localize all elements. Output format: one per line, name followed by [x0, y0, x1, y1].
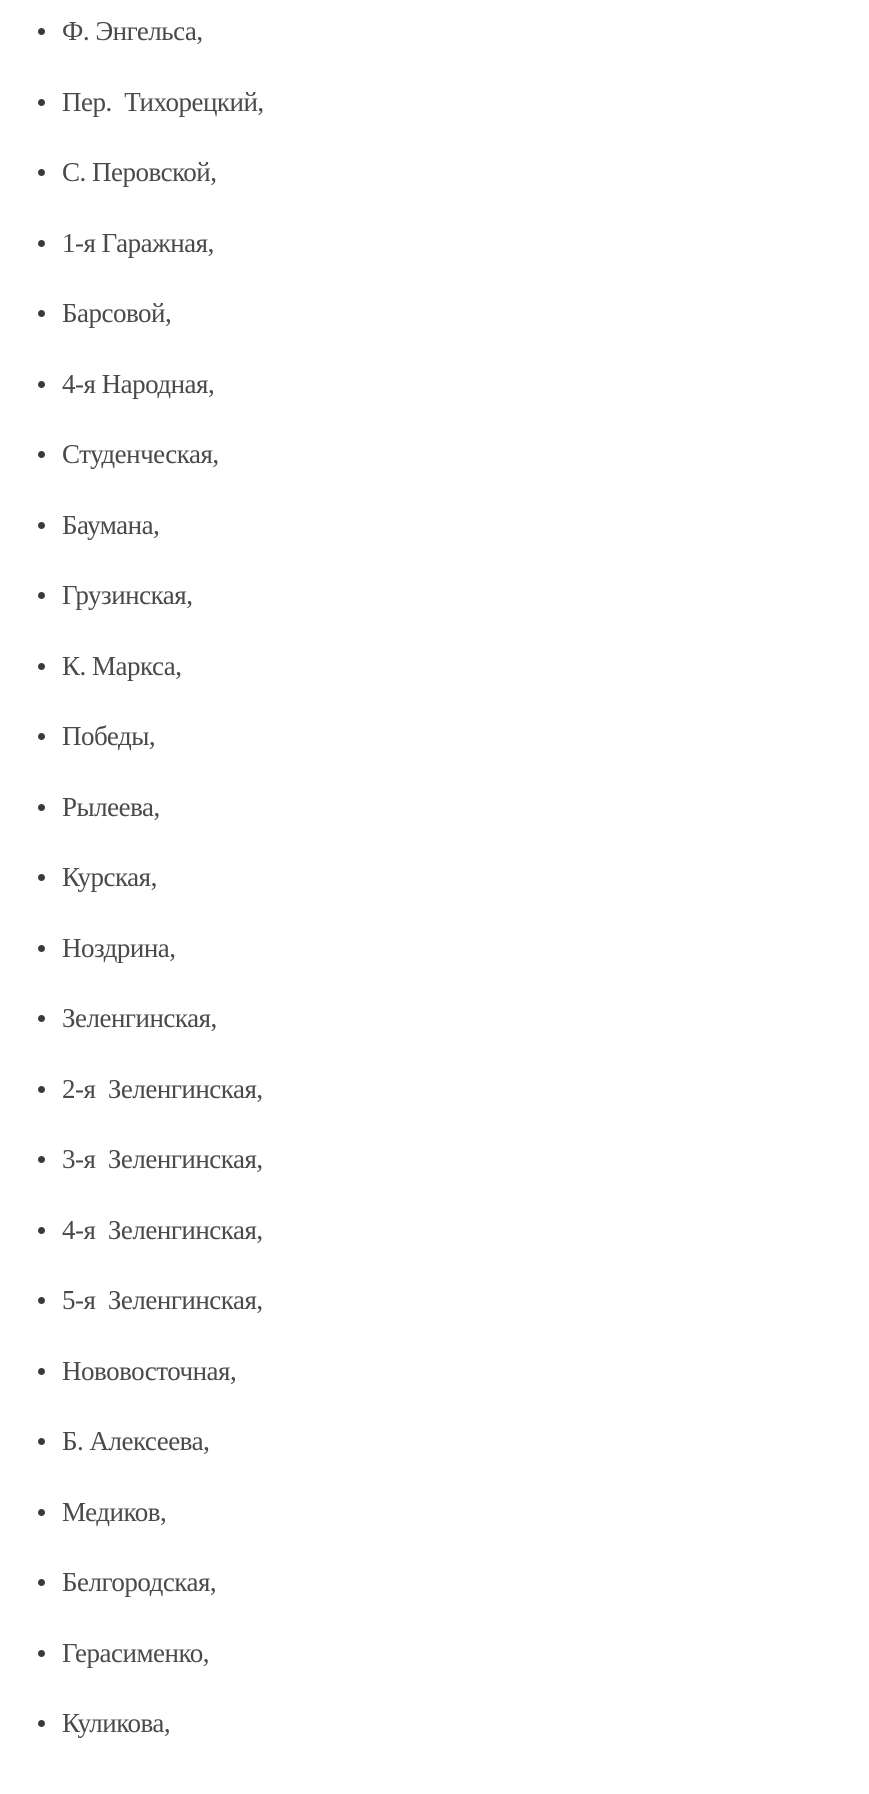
bullet-icon — [38, 663, 45, 670]
bullet-icon — [38, 945, 45, 952]
list-item-label: Нововосточная, — [62, 1355, 237, 1386]
list-item-label: С. Перовской, — [62, 157, 217, 187]
list-item-label: Барсовой, — [62, 298, 172, 328]
bullet-icon — [38, 592, 45, 599]
bullet-icon — [38, 1297, 45, 1304]
list-item-label: Пер. Тихорецкий, — [62, 86, 264, 117]
bullet-icon — [38, 99, 45, 106]
list-item-label: Ф. Энгельса, — [62, 16, 203, 46]
bullet-icon — [38, 381, 45, 388]
list-item-label: Ноздрина, — [62, 932, 176, 963]
bullet-icon — [38, 522, 45, 529]
bullet-icon — [38, 28, 45, 35]
bullet-icon — [38, 1720, 45, 1727]
list-item-label: Студенческая, — [62, 439, 219, 469]
list-item-label: Курская, — [62, 862, 157, 892]
list-item-label: Куликова, — [62, 1708, 171, 1738]
list-item-label: Зеленгинская, — [62, 1003, 217, 1033]
list-item-label: Герасименко, — [62, 1637, 209, 1668]
list-item-label: Баумана, — [62, 509, 160, 540]
bullet-icon — [38, 1579, 45, 1586]
list-item-label: Медиков, — [62, 1496, 167, 1527]
list-item-label: 5-я Зеленгинская, — [62, 1285, 263, 1315]
bullet-icon — [38, 240, 45, 247]
bullet-icon — [38, 1227, 45, 1234]
bullet-icon — [38, 1438, 45, 1445]
list-item-label: 1-я Гаражная, — [62, 227, 214, 258]
list-item-label: 4-я Народная, — [62, 368, 215, 399]
list-item-label: К. Маркса, — [62, 650, 182, 681]
bullet-icon — [38, 1015, 45, 1022]
list-item-label: Б. Алексеева, — [62, 1426, 210, 1456]
street-list — [0, 16, 869, 1794]
list-item-label: 2-я Зеленгинская, — [62, 1073, 263, 1104]
list-item-label: 4-я Зеленгинская, — [62, 1214, 263, 1245]
bullet-icon — [38, 169, 45, 176]
bullet-icon — [38, 1086, 45, 1093]
list-item-label: 3-я Зеленгинская, — [62, 1144, 263, 1174]
list-item-label: Победы, — [62, 721, 156, 751]
list-item-label: Грузинская, — [62, 580, 193, 610]
bullet-icon — [38, 310, 45, 317]
bullet-icon — [38, 1368, 45, 1375]
bullet-icon — [38, 1650, 45, 1657]
list-item-label: Рылеева, — [62, 791, 160, 822]
bullet-icon — [38, 874, 45, 881]
bullet-icon — [38, 1156, 45, 1163]
list-item-label: Белгородская, — [62, 1567, 217, 1597]
bullet-icon — [38, 733, 45, 740]
bullet-icon — [38, 1509, 45, 1516]
bullet-icon — [38, 451, 45, 458]
bullet-icon — [38, 804, 45, 811]
list-item — [0, 1708, 869, 1794]
